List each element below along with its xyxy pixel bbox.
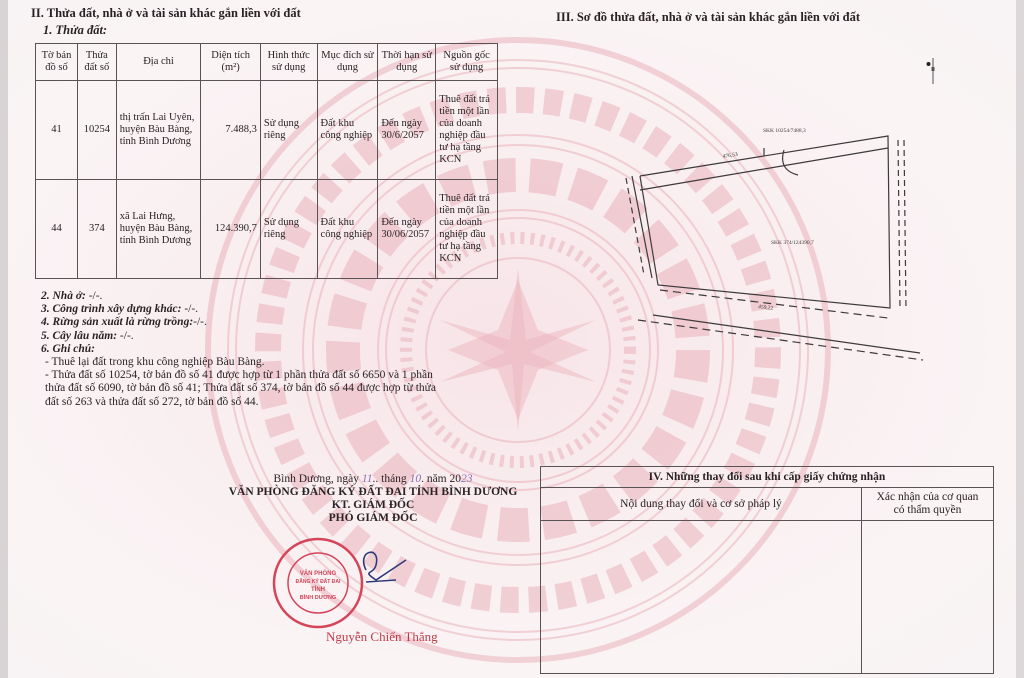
signature-block: [213, 473, 533, 525]
section-2-title: II. Thửa đất, nhà ở và tài sản khác gắn liền với đất: [31, 6, 301, 20]
cell-usage-term: Đến ngày 30/6/2057: [378, 81, 436, 180]
certificate-page: [8, 0, 1016, 678]
map-label-parcel-374: SKK 374/124390,7: [771, 240, 814, 246]
cell-usage-purpose: Đất khu công nghiệp: [317, 180, 378, 279]
note-line: đất số 263 và thửa đất số 272, tờ bản đồ số 44.: [45, 395, 259, 408]
scan-edge-left: [0, 0, 8, 678]
change-content-cell: [541, 521, 862, 674]
item-perennial-trees: 5. Cây lâu năm: -/-.: [41, 329, 134, 342]
changes-table: [540, 466, 994, 674]
col-header-usage-origin: Nguồn gốc sử dụng: [436, 44, 498, 81]
cell-address: thị trấn Lai Uyên, huyện Bàu Bàng, tỉnh Bình Dương: [116, 81, 201, 180]
cell-usage-origin: Thuê đất trả tiền một lần của doanh nghiệp đầu tư hạ tầng KCN: [436, 81, 498, 180]
svg-text:ĐĂNG KÝ ĐẤT ĐAI: ĐĂNG KÝ ĐẤT ĐAI: [295, 579, 341, 585]
subsection-land-parcel: 1. Thửa đất:: [43, 23, 108, 37]
confirmation-cell: [862, 521, 994, 674]
cell-parcel-no: 10254: [77, 81, 116, 180]
svg-text:BÌNH DƯƠNG: BÌNH DƯƠNG: [299, 595, 337, 601]
item-notes-heading: 6. Ghi chú:: [41, 342, 95, 355]
col-header-usage-purpose: Mục đích sử dụng: [317, 44, 378, 81]
section-3-title: III. Sơ đồ thửa đất, nhà ở và tài sản khác gắn liền với đất: [556, 10, 861, 24]
parcel-table: [35, 43, 498, 279]
cell-usage-term: Đến ngày 30/06/2057: [378, 180, 436, 279]
col-header-area: Diện tích (m²): [201, 44, 261, 81]
official-seal-icon: [270, 535, 366, 631]
signer-name: Nguyễn Chiến Thắng: [326, 629, 438, 644]
svg-text:TỈNH: TỈNH: [311, 587, 325, 593]
table-row: [36, 81, 498, 180]
col-header-change-content: Nội dung thay đổi và cơ sở pháp lý: [541, 488, 862, 521]
item-house: 2. Nhà ở: -/-.: [41, 290, 103, 302]
cell-map-sheet: 41: [36, 81, 78, 180]
col-header-confirmation: Xác nhận của cơ quan có thẩm quyền: [862, 488, 994, 521]
signer-authority: KT. GIÁM ĐỐC: [331, 499, 415, 511]
cell-usage-form: Sử dụng riêng: [260, 180, 317, 279]
map-label-bottom-edge: 459,22: [757, 304, 774, 312]
table-row: [36, 180, 498, 279]
cell-area: 124.390,7: [201, 180, 261, 279]
col-header-map-sheet: Tờ bản đồ số: [36, 44, 78, 81]
issue-date: Bình Dương, ngày 11.. tháng 10. năm 2023: [273, 473, 473, 485]
cell-usage-origin: Thuê đất trả tiền một lần của doanh nghiệp đầu tư hạ tầng KCN: [436, 180, 498, 279]
map-label-parcel-10254: SKK 10254/7488,3: [763, 128, 806, 134]
section-4-title: IV. Những thay đổi sau khi cấp giấy chứng nhận: [541, 467, 994, 488]
svg-text:VĂN PHÒNG: VĂN PHÒNG: [299, 571, 337, 577]
col-header-address: Địa chỉ: [116, 44, 201, 81]
col-header-usage-term: Thời hạn sử dụng: [378, 44, 436, 81]
cell-map-sheet: 44: [36, 180, 78, 279]
parcel-notes: [41, 290, 501, 409]
cell-parcel-no: 374: [77, 180, 116, 279]
north-arrow-icon: [926, 56, 938, 86]
item-planted-forest: 4. Rừng sản xuất là rừng trồng:-/-.: [41, 316, 207, 329]
issuing-office: VĂN PHÒNG ĐĂNG KÝ ĐẤT ĐAI TỈNH BÌNH DƯƠNG: [228, 486, 518, 498]
handwritten-signature-icon: [356, 540, 456, 600]
map-label-top-edge: 476,53: [722, 151, 739, 160]
cell-address: xã Lai Hưng, huyện Bàu Bàng, tỉnh Bình Dương: [116, 180, 201, 279]
cell-usage-purpose: Đất khu công nghiệp: [317, 81, 378, 180]
note-line: - Thửa đất số 10254, tờ bản đồ số 41 được hợp từ 1 phần thửa đất số 6650 và 1 phần: [45, 369, 433, 382]
scan-edge-right: [1016, 0, 1024, 678]
signer-role: PHÓ GIÁM ĐỐC: [328, 512, 418, 524]
parcel-table-header: [36, 44, 498, 81]
cell-area: 7.488,3: [201, 81, 261, 180]
col-header-parcel-no: Thửa đất số: [77, 44, 116, 81]
parcel-sketch-map: [608, 110, 938, 390]
item-other-construction: 3. Công trình xây dựng khác: -/-.: [41, 303, 199, 316]
note-line: - Thuê lại đất trong khu công nghiệp Bàu Bàng.: [45, 356, 265, 369]
note-line: thửa đất số 6090, tờ bản đồ số 41; Thửa đất số 374, tờ bản đồ số 44 được hợp từ thửa: [45, 382, 436, 395]
cell-usage-form: Sử dụng riêng: [260, 81, 317, 180]
col-header-usage-form: Hình thức sử dụng: [260, 44, 317, 81]
